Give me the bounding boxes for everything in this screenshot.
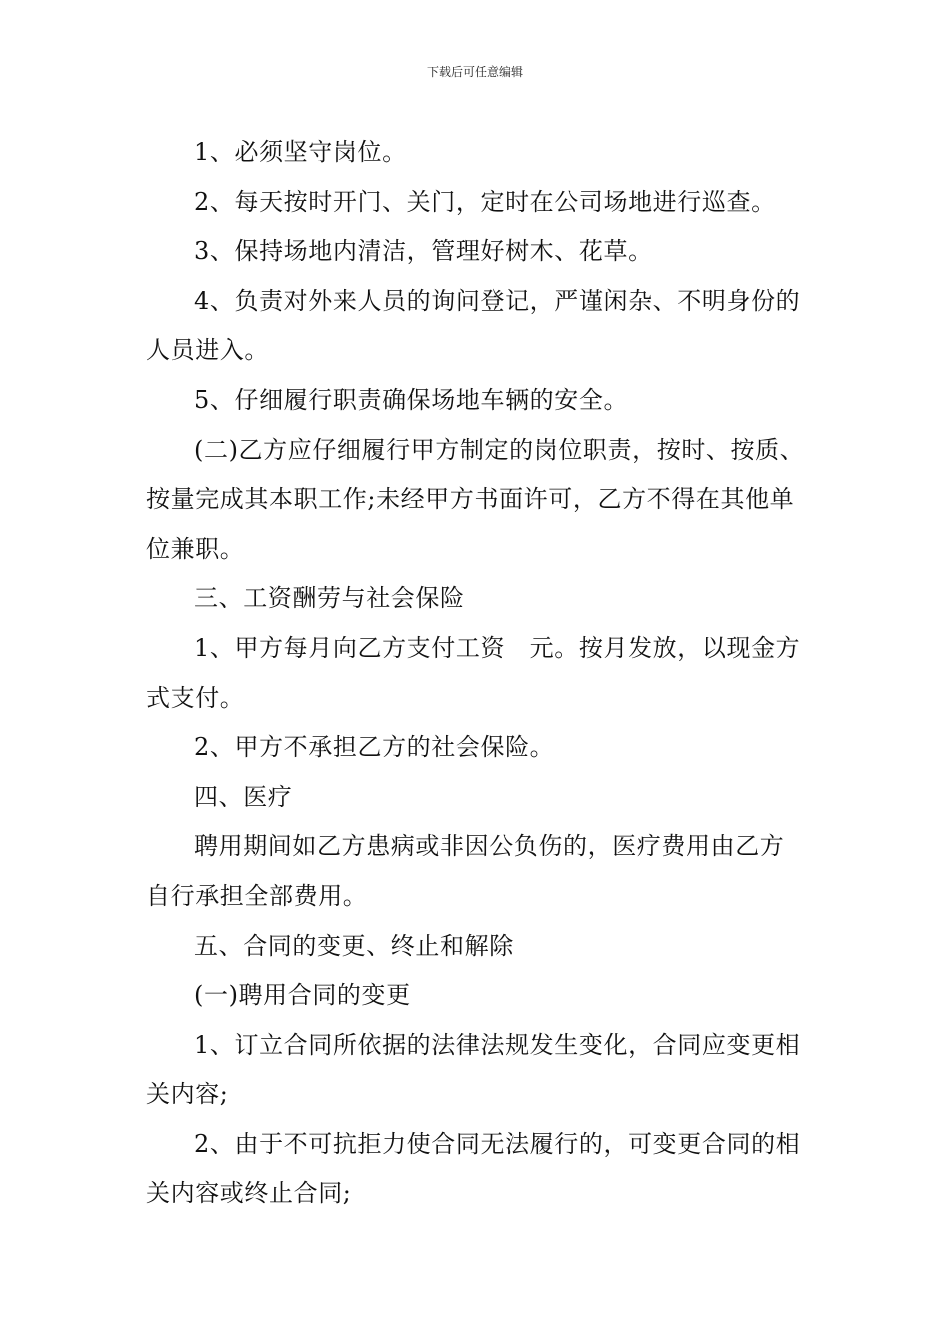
paragraph: 聘用期间如乙方患病或非因公负伤的，医疗费用由乙方自行承担全部费用。 — [146, 832, 785, 910]
paragraph: 4、负责对外来人员的询问登记，严谨闲杂、不明身份的人员进入。 — [146, 286, 801, 365]
paragraph: 5、仔细履行职责确保场地车辆的安全。 — [194, 385, 629, 414]
paragraph: 2、每天按时开门、关门，定时在公司场地进行巡查。 — [194, 187, 776, 216]
paragraph: 1、甲方每月向乙方支付工资 元。按月发放，以现金方式支付。 — [146, 633, 801, 712]
paragraph: 3、保持场地内清洁，管理好树木、花草。 — [194, 237, 653, 266]
paragraph: (二)乙方应仔细履行甲方制定的岗位职责，按时、按质、按量完成其本职工作;未经甲方书面许可，乙方不得在其他单位兼职。 — [146, 435, 805, 563]
section-heading: 五、合同的变更、终止和解除 — [194, 931, 514, 960]
section-heading: 三、工资酬劳与社会保险 — [194, 584, 465, 613]
paragraph: 2、由于不可抗拒力使合同无法履行的，可变更合同的相关内容或终止合同; — [146, 1129, 801, 1208]
subsection-heading: (一)聘用合同的变更 — [194, 981, 411, 1010]
paragraph: 1、必须坚守岗位。 — [194, 138, 407, 166]
document-body — [146, 128, 806, 1219]
paragraph: 1、订立合同所依据的法律法规发生变化，合同应变更相关内容; — [146, 1030, 801, 1109]
section-heading: 四、医疗 — [194, 782, 293, 811]
page-header: 下载后可任意编辑 — [426, 65, 523, 79]
paragraph: 2、甲方不承担乙方的社会保险。 — [194, 733, 555, 762]
